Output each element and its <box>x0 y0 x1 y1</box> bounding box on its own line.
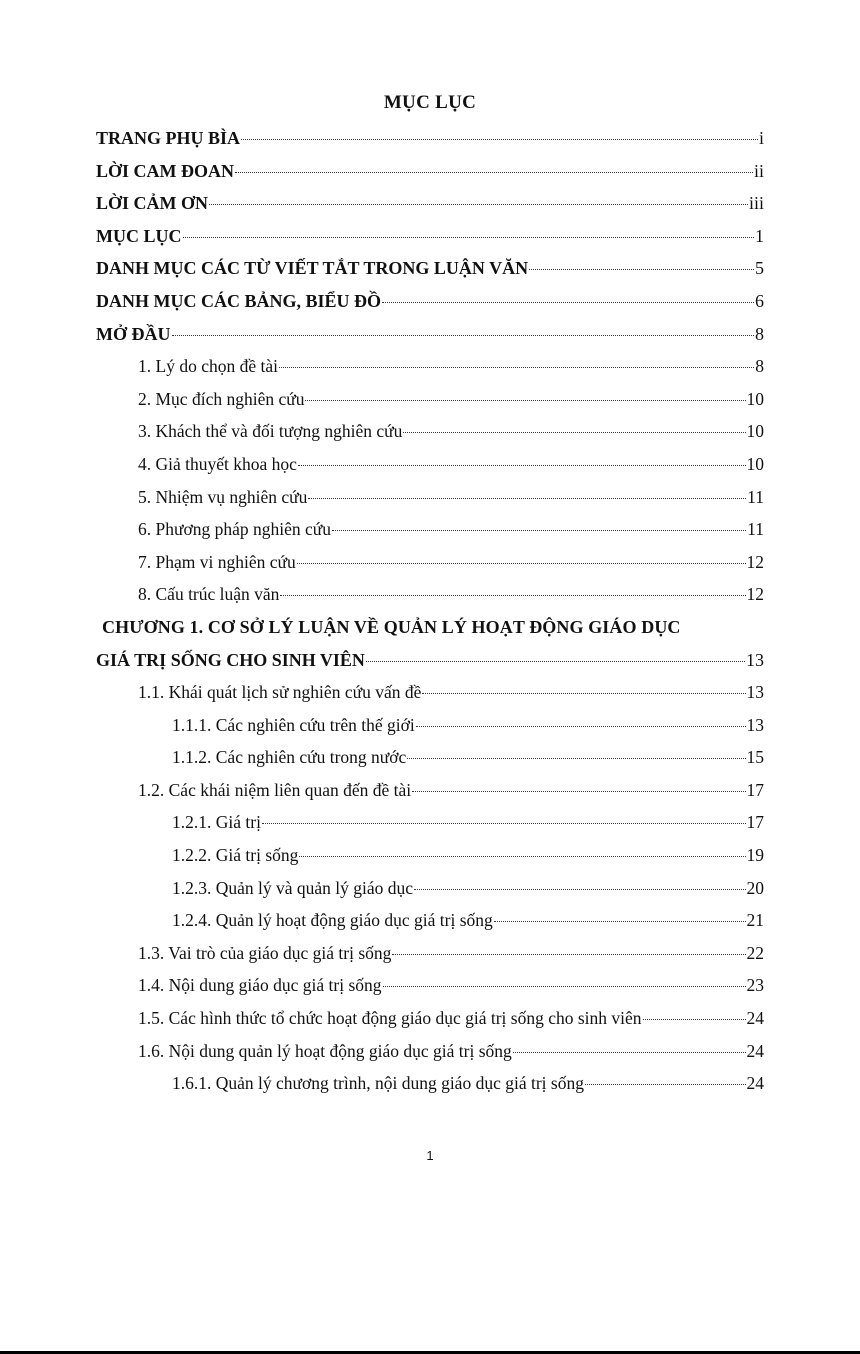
toc-entry[interactable] <box>96 291 764 324</box>
toc-entry-label: GIÁ TRỊ SỐNG CHO SINH VIÊN <box>96 649 365 670</box>
page-number: 1 <box>426 1148 434 1163</box>
toc-entry-label: DANH MỤC CÁC BẢNG, BIỂU ĐỒ <box>96 290 382 311</box>
toc-entry[interactable] <box>96 1073 764 1106</box>
toc-entry-page: 11 <box>747 519 764 540</box>
toc-entry-label: 1.2. Các khái niệm liên quan đến đề tài <box>138 779 412 800</box>
table-of-contents <box>96 128 764 1106</box>
toc-entry[interactable] <box>96 1008 764 1041</box>
toc-entry[interactable] <box>96 975 764 1008</box>
toc-entry-page: 6 <box>755 290 764 311</box>
dot-leader <box>297 563 746 564</box>
toc-entry-label: 1.2.4. Quản lý hoạt động giáo dục giá trị sống <box>172 910 493 931</box>
toc-entry-label: 1.4. Nội dung giáo dục giá trị sống <box>138 975 382 996</box>
toc-entry-label: 1.6.1. Quản lý chương trình, nội dung giáo dục giá trị sống <box>172 1073 584 1094</box>
toc-entry[interactable] <box>96 943 764 976</box>
toc-entry-label: TRANG PHỤ BÌA <box>96 128 241 148</box>
toc-entry-label: 5. Nhiệm vụ nghiên cứu <box>138 486 308 507</box>
dot-leader <box>416 726 746 727</box>
toc-entry[interactable] <box>96 780 764 813</box>
toc-entry[interactable] <box>96 552 764 585</box>
dot-leader <box>382 302 754 303</box>
toc-entry-label: 1.1.1. Các nghiên cứu trên thế giới <box>172 714 415 735</box>
toc-entry-page: i <box>758 128 764 148</box>
dot-leader <box>332 530 746 531</box>
toc-entry-label: MỤC LỤC <box>96 225 182 246</box>
toc-entry-page: iii <box>748 193 764 214</box>
toc-entry[interactable] <box>96 682 764 715</box>
toc-entry-label: 8. Cấu trúc luận văn <box>138 584 280 605</box>
dot-leader <box>235 172 753 173</box>
toc-entry-page: 24 <box>746 1073 764 1094</box>
toc-entry-page: 21 <box>746 910 764 931</box>
toc-entry-page: 24 <box>746 1040 764 1061</box>
toc-entry-page: ii <box>753 160 764 181</box>
dot-leader <box>183 237 755 238</box>
toc-entry[interactable] <box>96 1041 764 1074</box>
toc-entry-label: 1.1.2. Các nghiên cứu trong nước <box>172 747 407 768</box>
dot-leader <box>494 921 746 922</box>
toc-entry-page: 17 <box>746 812 764 833</box>
toc-entry[interactable] <box>96 715 764 748</box>
dot-leader <box>407 758 745 759</box>
toc-entry[interactable] <box>96 324 764 357</box>
dot-leader <box>262 823 746 824</box>
toc-entry-page: 13 <box>746 714 764 735</box>
toc-entry-label: CHƯƠNG 1. CƠ SỞ LÝ LUẬN VỀ QUẢN LÝ HOẠT ĐỘNG GIÁO DỤC <box>102 616 681 637</box>
toc-entry-label: 7. Phạm vi nghiên cứu <box>138 551 296 572</box>
toc-entry-page: 24 <box>746 1008 764 1029</box>
toc-entry[interactable] <box>96 258 764 291</box>
toc-entry-page: 10 <box>746 388 764 409</box>
toc-entry[interactable] <box>96 617 764 650</box>
toc-entry-label: 2. Mục đích nghiên cứu <box>138 388 305 409</box>
toc-entry-label: 1.1. Khái quát lịch sử nghiên cứu vấn đề <box>138 682 422 703</box>
toc-entry-label: 4. Giả thuyết khoa học <box>138 453 297 474</box>
toc-entry[interactable] <box>96 226 764 259</box>
toc-entry[interactable] <box>96 584 764 617</box>
dot-leader <box>241 139 758 140</box>
toc-entry-page: 8 <box>755 356 764 377</box>
toc-entry-label: 3. Khách thể và đối tượng nghiên cứu <box>138 421 403 442</box>
dot-leader <box>392 954 745 955</box>
dot-leader <box>308 498 746 499</box>
toc-entry-page: 15 <box>746 747 764 768</box>
dot-leader <box>299 856 745 857</box>
dot-leader <box>298 465 746 466</box>
toc-entry-page: 1 <box>755 225 764 246</box>
toc-entry-page: 8 <box>755 323 764 344</box>
toc-entry[interactable] <box>96 747 764 780</box>
toc-entry-label: 1.2.1. Giá trị <box>172 812 261 833</box>
toc-entry[interactable] <box>96 845 764 878</box>
toc-entry[interactable] <box>96 161 764 194</box>
toc-entry[interactable] <box>96 128 764 161</box>
dot-leader <box>366 661 745 662</box>
dot-leader <box>422 693 745 694</box>
toc-entry-label: 1. Lý do chọn đề tài <box>138 356 278 377</box>
toc-entry-label: LỜI CAM ĐOAN <box>96 160 234 181</box>
toc-entry-page: 23 <box>746 975 764 996</box>
toc-entry[interactable] <box>96 193 764 226</box>
toc-entry-page: 11 <box>747 486 764 507</box>
toc-title: MỤC LỤC <box>383 92 477 113</box>
toc-entry[interactable] <box>96 454 764 487</box>
toc-entry-page: 17 <box>746 779 764 800</box>
toc-entry-label: 1.2.2. Giá trị sống <box>172 845 299 866</box>
dot-leader <box>172 335 755 336</box>
toc-entry[interactable] <box>96 878 764 911</box>
toc-entry[interactable] <box>96 812 764 845</box>
dot-leader <box>305 400 745 401</box>
toc-entry-page: 22 <box>746 942 764 963</box>
toc-entry-page: 12 <box>746 584 764 605</box>
toc-entry-page: 20 <box>746 877 764 898</box>
dot-leader <box>529 269 754 270</box>
dot-leader <box>643 1019 746 1020</box>
toc-entry-label: 1.6. Nội dung quản lý hoạt động giáo dục giá trị sống <box>138 1040 512 1061</box>
toc-entry[interactable] <box>96 650 764 683</box>
toc-entry-label: 6. Phương pháp nghiên cứu <box>138 519 331 540</box>
toc-entry-page: 10 <box>746 453 764 474</box>
toc-entry-page: 13 <box>746 682 764 703</box>
toc-entry-page: 10 <box>746 421 764 442</box>
toc-entry[interactable] <box>96 356 764 389</box>
dot-leader <box>412 791 745 792</box>
toc-entry[interactable] <box>96 421 764 454</box>
toc-entry-label: 1.5. Các hình thức tổ chức hoạt động giáo dục giá trị sống cho sinh viên <box>138 1008 642 1029</box>
dot-leader <box>209 204 748 205</box>
toc-entry-label: LỜI CẢM ƠN <box>96 193 208 214</box>
toc-entry-page: 12 <box>746 551 764 572</box>
toc-entry[interactable] <box>96 519 764 552</box>
toc-entry-label: 1.3. Vai trò của giáo dục giá trị sống <box>138 942 392 963</box>
dot-leader <box>513 1052 746 1053</box>
dot-leader <box>279 367 754 368</box>
dot-leader <box>403 432 745 433</box>
toc-entry-page: 13 <box>746 649 764 670</box>
dot-leader <box>414 889 745 890</box>
toc-entry-label: MỞ ĐẦU <box>96 323 171 344</box>
toc-entry-label: DANH MỤC CÁC TỪ VIẾT TẮT TRONG LUẬN VĂN <box>96 258 529 279</box>
toc-entry[interactable] <box>96 389 764 422</box>
toc-entry-page: 19 <box>746 845 764 866</box>
dot-leader <box>280 595 745 596</box>
dot-leader <box>383 986 746 987</box>
toc-entry[interactable] <box>96 487 764 520</box>
toc-entry-label: 1.2.3. Quản lý và quản lý giáo dục <box>172 877 414 898</box>
toc-entry-page: 5 <box>755 258 764 279</box>
dot-leader <box>585 1084 746 1085</box>
toc-entry[interactable] <box>96 910 764 943</box>
